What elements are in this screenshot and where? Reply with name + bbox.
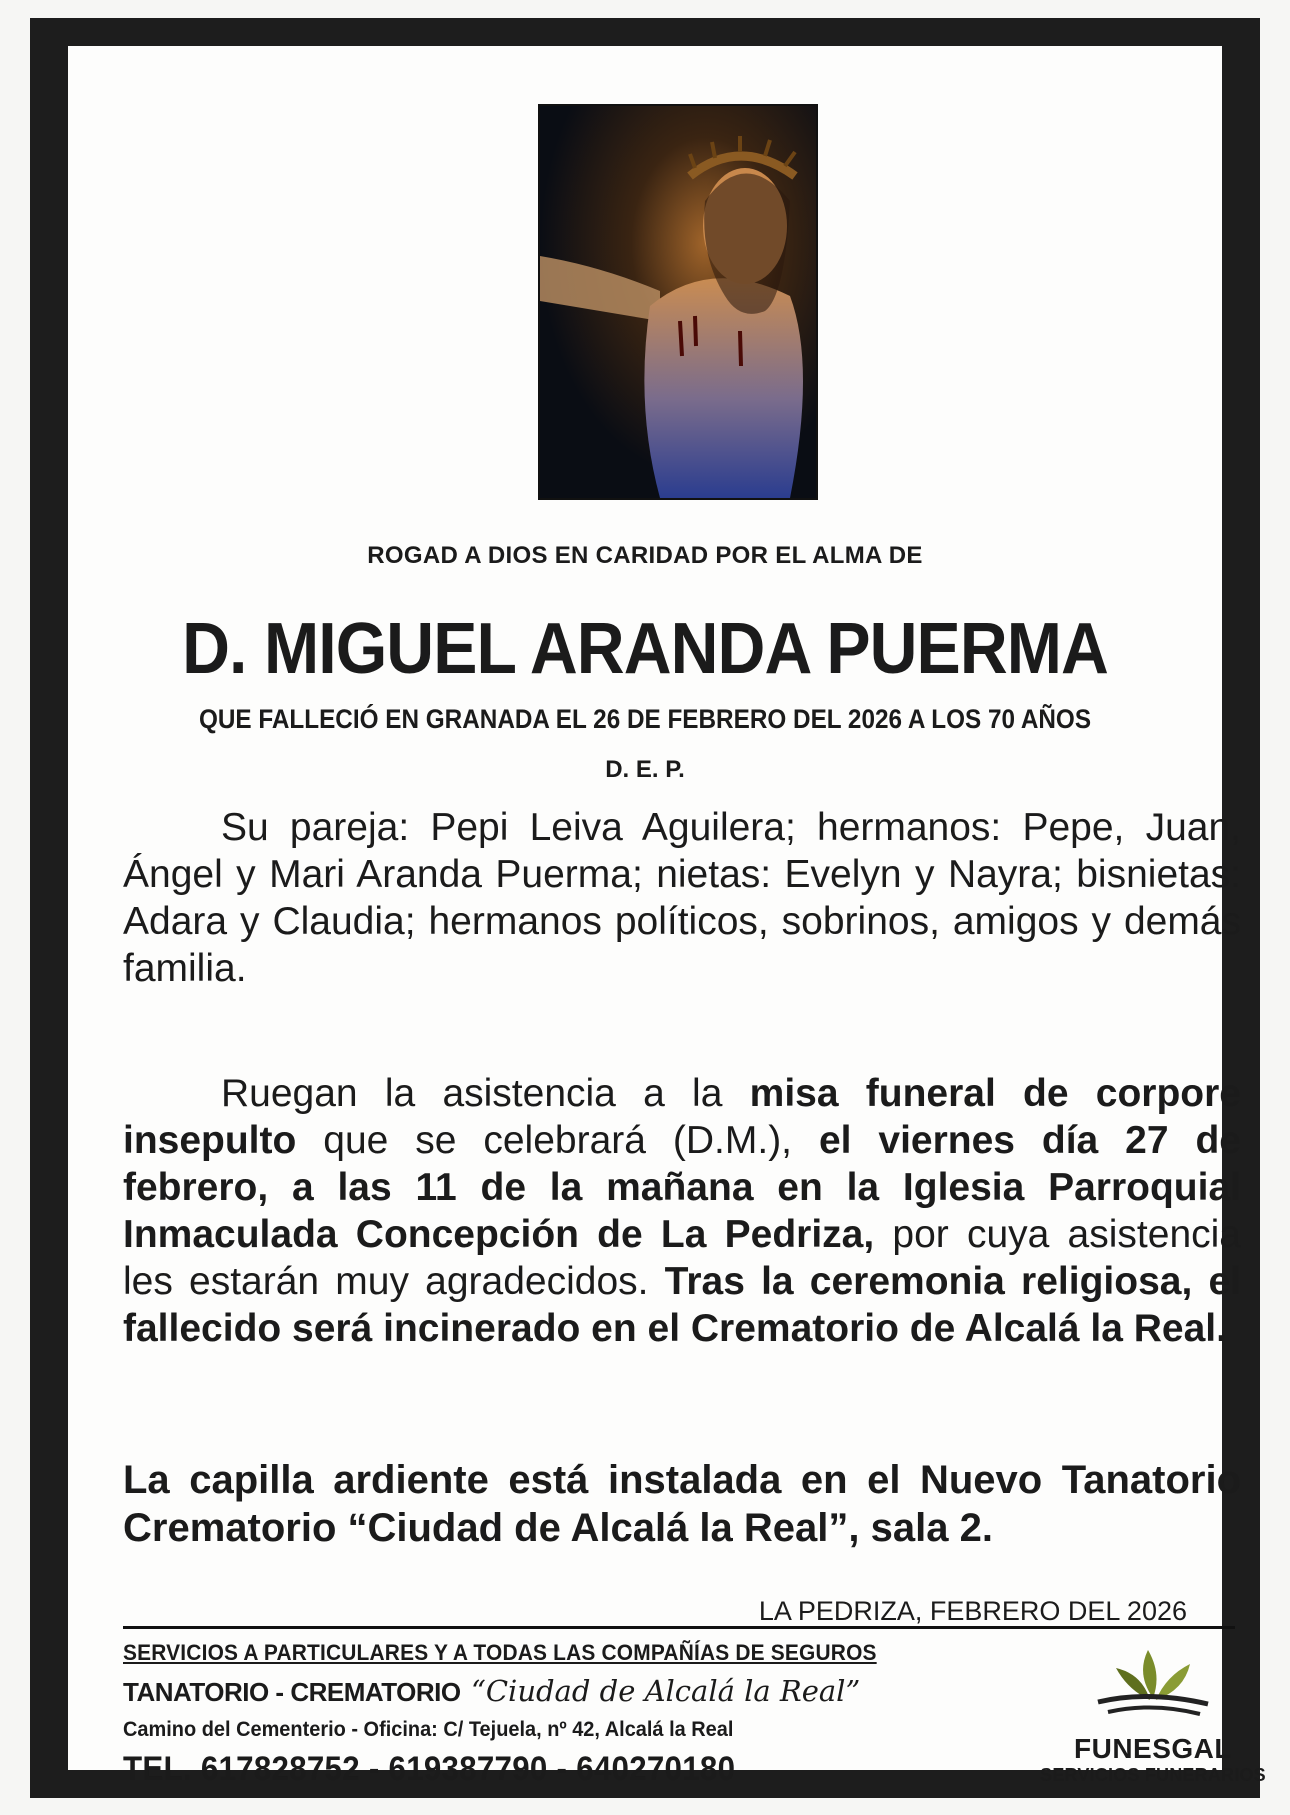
logo-subtitle: SERVICIOS FUNERARIOS xyxy=(1040,1765,1266,1785)
footer-divider xyxy=(123,1626,1235,1629)
funeral-home-footer xyxy=(123,1640,943,1789)
brand-script: “Ciudad de Alcalá la Real” xyxy=(471,1674,861,1708)
death-details: QUE FALLECIÓ EN GRANADA EL 26 DE FEBRERO DEL 2026 A LOS 70 AÑOS xyxy=(198,704,1092,734)
mass-bold-3: Tras la ceremonia religiosa, el fallecido será incinerado en el Crematorio de Alcalá la Real. xyxy=(123,1260,1241,1350)
services-line: SERVICIOS A PARTICULARES Y A TODAS LAS COMPAÑÍAS DE SEGUROS xyxy=(123,1640,877,1665)
mass-text-2: que se celebrará (D.M.), xyxy=(296,1119,819,1162)
chapel-paragraph: La capilla ardiente está instalada en el Nuevo Tanatorio Crematorio “Ciudad de Alcalá la Real”, sala 2. xyxy=(123,1458,1241,1550)
mass-bold-2: el viernes día 27 de febrero, a las 11 de la mañana en la Iglesia Parroquial Inmaculada Concepción de La Pedriza, xyxy=(123,1119,1241,1256)
deceased-name: D. MIGUEL ARANDA PUERMA xyxy=(182,609,1108,689)
address-line: Camino del Cementerio - Oficina: C/ Tejuela, nº 42, Alcalá la Real xyxy=(123,1718,734,1741)
place-date-signature: LA PEDRIZA, FEBRERO DEL 2026 xyxy=(758,1596,1187,1626)
mass-paragraph xyxy=(123,1070,1241,1352)
mourning-border xyxy=(30,18,1266,1798)
family-paragraph: Su pareja: Pepi Leiva Aguilera; hermanos: Pepe, Juan, Ángel y Mari Aranda Puerma; nietas: Evelyn y Nayra; bisnietas: Adara y Claudia; hermanos políticos, sobrinos, amigos y demás familia. xyxy=(123,806,1241,990)
brand-name: TANATORIO - CREMATORIO xyxy=(123,1677,461,1707)
leaf-emblem-icon xyxy=(1088,1646,1218,1724)
mass-text-3: por cuya asistencia les estarán muy agradecidos. xyxy=(123,1213,1241,1303)
mass-bold-1: misa funeral de corpore insepulto xyxy=(123,1072,1241,1162)
notice-body xyxy=(68,46,1266,1788)
logo-name: FUNESGAL xyxy=(1074,1733,1232,1764)
rip-abbreviation: D. E. P. xyxy=(605,756,685,783)
crucifix-image xyxy=(538,104,818,500)
prayer-heading: ROGAD A DIOS EN CARIDAD POR EL ALMA DE xyxy=(367,542,923,569)
brand-line xyxy=(123,1674,943,1708)
mass-text-1: Ruegan la asistencia a la xyxy=(221,1072,750,1115)
funesgal-logo xyxy=(1028,1646,1278,1796)
phone-line: TEL. 617828752 - 619387790 - 640270180 xyxy=(123,1750,736,1788)
